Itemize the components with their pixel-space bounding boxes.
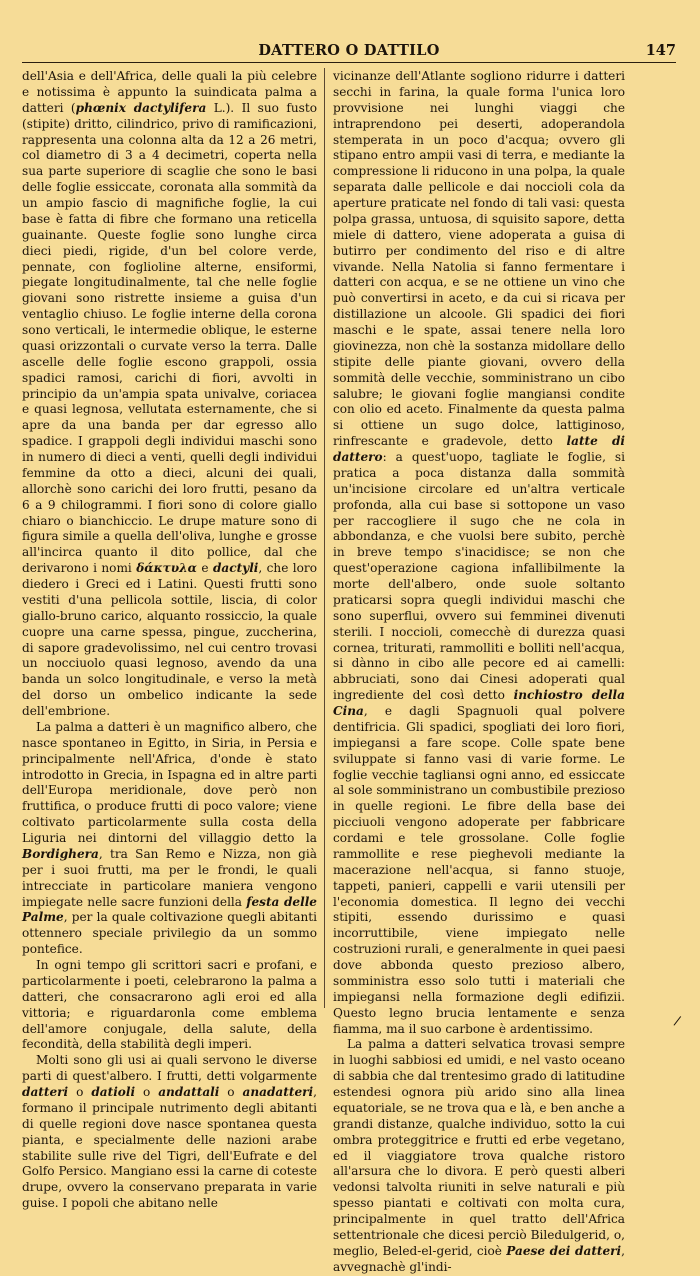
right-column xyxy=(333,69,626,1274)
page-header xyxy=(22,38,676,63)
column-divider xyxy=(324,68,325,1008)
paragraph: In ogni tempo gli scrittori sacri e profani, e particolarmente i poeti, celebrarono la palma a datteri, che consacrarono agli eroi ed alla vittoria; e riguardaronla come emblema dell'amore conjugale, della salute, della fecondità, della stabilità degli imperi. xyxy=(22,958,317,1052)
page-number: 147 xyxy=(645,42,676,59)
paragraph: vicinanze dell'Atlante sogliono ridurre i datteri secchi in farina, la quale forma l'unica loro provvisione nei lunghi viaggi che intraprendono pei deserti, adoperandola stemperata in un poco d'acqua; ovvero gli stipano entro ampii vasi di terra, e mediante la compressione li riducono in una polpa, la quale separata dalle pellicole e dai noccioli cola da aperture praticate nel fondo di tali vasi: questa polpa grassa, untuosa, di squisito sapore, detta miele di dattero, viene adoperata a guisa di butirro per condimento del riso e di altre vivande. Nella Natolia si fanno fermentare i datteri con acqua, e se ne ottiene un vino che può convertirsi in aceto, e da cui si ricava per distillazione un alcoole. Gli spadici dei fiori maschi e le spate, assai tenere nella loro giovinezza, non chè la sostanza midollare dello stipite delle piante giovani, ovvero della sommità delle vecchie, somministrano un cibo salubre; le giovani foglie mangiansi condite con olio ed aceto. Finalmente da questa palma si ottiene un sugo dolce, lattiginoso, rinfrescante e gradevole, detto latte di dattero: a quest'uopo, tagliate le foglie, si pratica a poca distanza dalla sommità un'incisione circolare ed un'altra verticale profonda, alla cui base si sottopone un vaso per raccogliere il sugo che ne cola in abbondanza, e che vuolsi bere subito, perchè in breve tempo s'inacidisce; se non che quest'operazione cagiona infallibilmente la morte dell'albero, onde suole soltanto praticarsi sopra quegli individui maschi che sono superflui, ovvero sui femminei divenuti sterili. I noccioli, comecchè di durezza quasi cornea, triturati, rammolliti e bolliti nell'acqua, si dànno in cibo alle pecore ed ai camelli: abbruciati, sono dai Cinesi adoperati qual ingrediente del così detto inchiostro della Cina, e dagli Spagnuoli qual polvere dentifricia. Gli spadici, spogliati dei loro fiori, impiegansi a fare scope. Colle spate bene sviluppate si fanno vasi di varie forme. Le foglie vecchie tagliansi ogni anno, ed essiccate al sole somministrano un combustibile prezioso in quelle regioni. Le fibre della base dei picciuoli vengono adoperate per fabbricare cordami e tele grossolane. Colle foglie rammollite e rese pieghevoli mediante la macerazione nell'acqua, si fanno stuoje, tappeti, panieri, cappelli e varii utensili per l'economia domestica. Il legno dei vecchi stipiti, essendo durissimo e quasi incorruttibile, viene impiegato nelle costruzioni rurali, e generalmente in quei paesi dove abbonda questo prezioso albero, somministra esso solo tutti i materiali che impiegansi nella formazione degli edifizii. Questo legno brucia lentamente e senza fiamma, ma il suo carbone è ardentissimo. xyxy=(333,69,625,1036)
running-title: DATTERO O DATTILO xyxy=(258,42,440,59)
paragraph: La palma a datteri è un magnifico albero, che nasce spontaneo in Egitto, in Siria, in Persia e principalmente nell'Africa, d'onde è stato introdotto in Grecia, in Ispagna ed in altre parti dell'Europa meridionale, dove però non fruttifica, o produce frutti di poco valore; viene coltivato particolarmente sulla costa della Liguria nei dintorni del villaggio detto la Bordighera, tra San Remo e Nizza, non già per i suoi frutti, ma per le frondi, le quali intrecciate in particolare maniera vengono impiegate nelle sacre funzioni della festa delle Palme, per la quale coltivazione quegli abitanti ottennero speciale privilegio da un sommo pontefice. xyxy=(22,719,318,957)
paragraph: La palma a datteri selvatica trovasi sempre in luoghi sabbiosi ed umidi, e nel vasto oceano di sabbia che dal trentesimo grado di latitudine estendesi ognora più arido sino alla linea equatoriale, se ne trova qua e là, e ben anche a grandi distanze, qualche individuo, sotto la cui ombra proteggitrice e frutti ed erbe vegetano, ed il viaggiatore trova qualche ristoro all'arsura che lo divora. E però questi alberi vedonsi talvolta riuniti in selve naturali e più spesso piantati e coltivati con molta cura, principalmente in quel tratto dell'Africa settentrionale che dicesi perciò Biledulgerid, o, meglio, Beled-el-gerid, cioè Paese dei datteri, avvegnachè gl'indi- xyxy=(333,1037,626,1274)
paragraph: dell'Asia e dell'Africa, delle quali la più celebre e notissima è appunto la suindicata palma a datteri (phœnix dactylifera L.). Il suo fusto (stipite) dritto, cilindrico, privo di ramificazioni, rappresenta una colonna alta da 12 a 26 metri, col diametro di 3 a 4 decimetri, coperta nella sua parte superiore di scaglie che sono le basi delle foglie essiccate, coronata alla sommità da un ampio fascio di magnifiche foglie, la cui base è fatta di fibre che formano una reticella guainante. Queste foglie sono lunghe circa dieci piedi, rigide, d'un bel colore verde, pennate, con foglioline alterne, ensiformi, piegate longitudinalmente, tal che nelle foglie giovani sono ristrette insieme a guisa d'un ventaglio chiuso. Le foglie interne della corona sono verticali, le intermedie oblique, le esterne quasi orizzontali o curvate verso la terra. Dalle ascelle delle foglie escono grappoli, ossia spadici ramosi, carichi di fiori, avvolti in principio da un'ampia spata univalve, coriacea e quasi legnosa, vellutata esternamente, che si apre da una banda per dar egresso allo spadice. I grappoli degli individui maschi sono in numero di dieci a venti, quelli degli individui femmine da otto a dieci, alcuni dei quali, allorchè sono carichi dei loro frutti, pesano da 6 a 9 chilogrammi. I fiori sono di colore giallo chiaro o bianchiccio. Le drupe mature sono di figura simile a quella dell'oliva, lunghe e grosse all'incirca quanto il dito pollice, dal che derivarono i nomi δάκτυλα e dactyli, che loro diedero i Greci ed i Latini. Questi frutti sono vestiti d'una pellicola sottile, liscia, di color giallo-bruno carico, alquanto rossiccio, la quale cuopre una carne spessa, pingue, zuccherina, di sapore gradevolissimo, nel cui centro trovasi un nocciuolo quasi legnoso, avendo da una banda un solco longitudinale, e verso la metà del dorso un ombelico indicante la sede dell'embrione. xyxy=(22,69,317,718)
left-column xyxy=(22,69,318,1211)
margin-mark: / xyxy=(672,1013,682,1030)
paragraph: Molti sono gli usi ai quali servono le diverse parti di quest'albero. I frutti, detti volgarmente datteri o datioli o andattali o anadatteri, formano il principale nutrimento degli abitanti di quelle regioni dove nasce spontanea questa pianta, e specialmente delle nazioni arabe stabilite sulle rive del Tigri, dell'Eufrate e del Golfo Persico. Mangiano essi la carne di coteste drupe, ovvero la conservano preparata in varie guise. I popoli che abitano nelle xyxy=(22,1053,317,1211)
